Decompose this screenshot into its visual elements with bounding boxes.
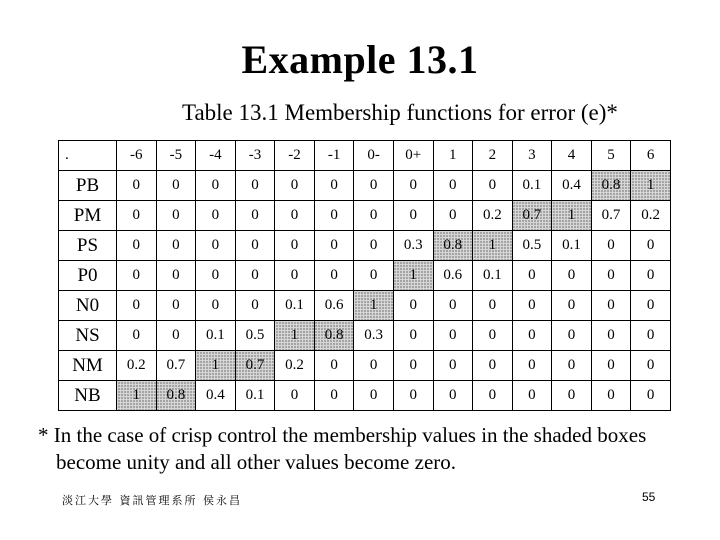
table-cell: 0.4 xyxy=(196,381,236,411)
table-cell: 0 xyxy=(196,261,236,291)
shaded-cell: 1 xyxy=(354,291,394,321)
table-cell: 0 xyxy=(631,261,671,291)
table-cell: 0.5 xyxy=(512,231,552,261)
row-label: NS xyxy=(59,321,117,351)
table-cell: 0 xyxy=(235,171,275,201)
table-cell: 0.1 xyxy=(196,321,236,351)
column-header: -2 xyxy=(275,141,315,171)
table-cell: 0 xyxy=(631,291,671,321)
table-cell: 0 xyxy=(512,351,552,381)
table-cell: 0 xyxy=(117,201,157,231)
table-cell: 0 xyxy=(354,261,394,291)
table-cell: 0 xyxy=(117,261,157,291)
table-cell: 0 xyxy=(393,201,433,231)
table-cell: 0 xyxy=(235,261,275,291)
column-header: 0+ xyxy=(393,141,433,171)
table-cell: 0 xyxy=(552,321,592,351)
column-header: -3 xyxy=(235,141,275,171)
table-cell: 0.1 xyxy=(473,261,513,291)
shaded-cell: 0.7 xyxy=(235,351,275,381)
table-row xyxy=(59,291,671,321)
table-cell: 0 xyxy=(156,291,196,321)
shaded-cell: 1 xyxy=(275,321,315,351)
table-cell: 0 xyxy=(591,381,631,411)
table-cell: 0 xyxy=(354,231,394,261)
row-label: PS xyxy=(59,231,117,261)
table-cell: 0 xyxy=(552,351,592,381)
table-cell: 0 xyxy=(393,171,433,201)
table-cell: 0 xyxy=(314,201,354,231)
footer-author: 淡江大學 資訊管理系所 侯永昌 xyxy=(62,494,242,507)
column-header: 5 xyxy=(591,141,631,171)
table-cell: 0 xyxy=(354,351,394,381)
table-cell: 0 xyxy=(433,321,473,351)
table-cell: 0 xyxy=(591,231,631,261)
table-cell: 0 xyxy=(552,291,592,321)
table-cell: 0 xyxy=(552,381,592,411)
table-row xyxy=(59,381,671,411)
table-cell: 0 xyxy=(156,231,196,261)
column-header: -6 xyxy=(117,141,157,171)
table-cell: 0 xyxy=(196,231,236,261)
table-cell: 0 xyxy=(314,231,354,261)
table-cell: 0 xyxy=(354,201,394,231)
table-cell: 0 xyxy=(433,351,473,381)
table-cell: 0 xyxy=(473,381,513,411)
column-header: 6 xyxy=(631,141,671,171)
table-cell: 0 xyxy=(552,261,592,291)
table-cell: 0 xyxy=(591,351,631,381)
table-row xyxy=(59,201,671,231)
table-corner-cell: . xyxy=(59,141,117,171)
shaded-cell: 0.8 xyxy=(433,231,473,261)
table-cell: 0.1 xyxy=(235,381,275,411)
table-cell: 0.5 xyxy=(235,321,275,351)
table-cell: 0 xyxy=(354,381,394,411)
row-label: PM xyxy=(59,201,117,231)
table-cell: 0 xyxy=(196,291,236,321)
column-header: 0- xyxy=(354,141,394,171)
table-cell: 0 xyxy=(512,261,552,291)
table-cell: 0.1 xyxy=(552,231,592,261)
table-cell: 0 xyxy=(512,381,552,411)
table-cell: 0 xyxy=(433,201,473,231)
shaded-cell: 0.8 xyxy=(314,321,354,351)
table-cell: 0 xyxy=(275,261,315,291)
column-header: 1 xyxy=(433,141,473,171)
table-cell: 0 xyxy=(117,171,157,201)
table-cell: 0 xyxy=(473,291,513,321)
table-cell: 0 xyxy=(275,201,315,231)
table-cell: 0.2 xyxy=(473,201,513,231)
footnote-line-1: * In the case of crisp control the membership values in the shaded boxes xyxy=(38,423,647,447)
table-cell: 0 xyxy=(393,291,433,321)
table-cell: 0 xyxy=(314,261,354,291)
table-cell: 0.6 xyxy=(314,291,354,321)
shaded-cell: 1 xyxy=(473,231,513,261)
row-label: P0 xyxy=(59,261,117,291)
membership-table xyxy=(58,140,671,411)
column-header: -1 xyxy=(314,141,354,171)
table-row xyxy=(59,351,671,381)
table-cell: 0.1 xyxy=(512,171,552,201)
table-cell: 0 xyxy=(314,381,354,411)
table-cell: 0 xyxy=(631,321,671,351)
shaded-cell: 1 xyxy=(393,261,433,291)
table-cell: 0.2 xyxy=(275,351,315,381)
table-cell: 0.4 xyxy=(552,171,592,201)
table-cell: 0 xyxy=(156,321,196,351)
table-row xyxy=(59,261,671,291)
table-cell: 0 xyxy=(235,231,275,261)
table-cell: 0 xyxy=(156,201,196,231)
table-cell: 0 xyxy=(156,171,196,201)
table-cell: 0 xyxy=(591,261,631,291)
table-cell: 0 xyxy=(591,321,631,351)
table-cell: 0.7 xyxy=(156,351,196,381)
table-cell: 0 xyxy=(156,261,196,291)
table-cell: 0 xyxy=(433,291,473,321)
table-cell: 0 xyxy=(235,201,275,231)
slide-title: Example 13.1 xyxy=(241,37,479,82)
row-label: PB xyxy=(59,171,117,201)
table-row xyxy=(59,231,671,261)
shaded-cell: 1 xyxy=(196,351,236,381)
table-cell: 0 xyxy=(275,171,315,201)
column-header: -5 xyxy=(156,141,196,171)
table-cell: 0.3 xyxy=(393,231,433,261)
table-cell: 0 xyxy=(473,351,513,381)
column-header: 4 xyxy=(552,141,592,171)
table-cell: 0 xyxy=(314,171,354,201)
table-cell: 0 xyxy=(196,171,236,201)
table-cell: 0 xyxy=(393,351,433,381)
footnote xyxy=(38,422,678,476)
shaded-cell: 0.8 xyxy=(156,381,196,411)
table-cell: 0 xyxy=(433,171,473,201)
table-cell: 0.2 xyxy=(631,201,671,231)
table-cell: 0 xyxy=(314,351,354,381)
table-cell: 0 xyxy=(275,231,315,261)
table-cell: 0.2 xyxy=(117,351,157,381)
table-cell: 0 xyxy=(117,321,157,351)
table-cell: 0 xyxy=(631,351,671,381)
table-cell: 0.7 xyxy=(591,201,631,231)
column-header: 2 xyxy=(473,141,513,171)
table-cell: 0 xyxy=(235,291,275,321)
table-caption: Table 13.1 Membership functions for error (e)* xyxy=(182,100,618,125)
row-label: NB xyxy=(59,381,117,411)
table-row xyxy=(59,171,671,201)
table-cell: 0 xyxy=(591,291,631,321)
table-cell: 0 xyxy=(512,321,552,351)
row-label: NM xyxy=(59,351,117,381)
row-label: N0 xyxy=(59,291,117,321)
table-cell: 0 xyxy=(393,321,433,351)
table-cell: 0 xyxy=(473,171,513,201)
column-header: -4 xyxy=(196,141,236,171)
shaded-cell: 0.7 xyxy=(512,201,552,231)
table-header-row xyxy=(59,141,671,171)
table-cell: 0 xyxy=(631,381,671,411)
shaded-cell: 1 xyxy=(117,381,157,411)
table-cell: 0 xyxy=(473,321,513,351)
table-cell: 0 xyxy=(354,171,394,201)
table-cell: 0 xyxy=(117,291,157,321)
table-row xyxy=(59,321,671,351)
table-cell: 0.6 xyxy=(433,261,473,291)
table-cell: 0 xyxy=(117,231,157,261)
column-header: 3 xyxy=(512,141,552,171)
table-cell: 0 xyxy=(196,201,236,231)
table-cell: 0 xyxy=(631,231,671,261)
page-number: 55 xyxy=(642,490,656,504)
table-cell: 0 xyxy=(433,381,473,411)
shaded-cell: 1 xyxy=(552,201,592,231)
table-cell: 0 xyxy=(275,381,315,411)
table-cell: 0 xyxy=(393,381,433,411)
table-cell: 0.3 xyxy=(354,321,394,351)
shaded-cell: 0.8 xyxy=(591,171,631,201)
shaded-cell: 1 xyxy=(631,171,671,201)
table-cell: 0.1 xyxy=(275,291,315,321)
footnote-line-2: become unity and all other values become zero. xyxy=(56,450,457,474)
table-cell: 0 xyxy=(512,291,552,321)
